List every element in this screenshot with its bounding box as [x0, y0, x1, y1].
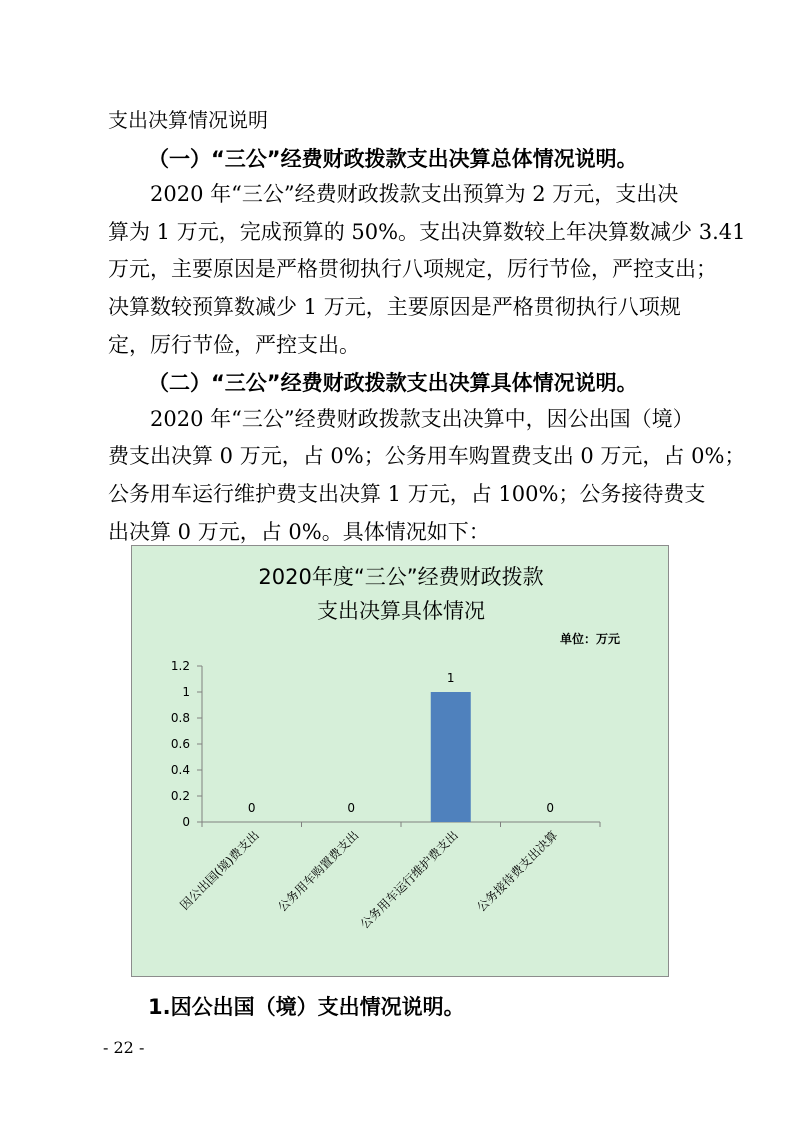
plot-area	[171, 659, 600, 931]
paragraph-line: 2020 年“三公”经费财政拨款支出预算为 2 万元，支出决	[150, 182, 679, 206]
bar	[431, 692, 471, 822]
data-label: 1	[446, 671, 455, 685]
data-label: 0	[247, 801, 256, 815]
subsection-title-detail: （二）“三公”经费财政拨款支出决算具体情况说明。	[148, 371, 638, 395]
chart-title-line-1: 2020年度“三公”经费财政拨款	[258, 565, 544, 589]
paragraph-line: 万元，主要原因是严格贯彻执行八项规定，厉行节俭，严控支出；	[108, 257, 717, 281]
chart-canvas	[132, 546, 670, 978]
paragraph-line: 费支出决算 0 万元，占 0%；公务用车购置费支出 0 万元，占 0%；	[108, 444, 746, 468]
page-number: - 22 -	[103, 1038, 145, 1057]
data-label: 0	[546, 801, 555, 815]
y-tick-label: 1.2	[170, 659, 190, 673]
category-label: 公务用车运行维护费支出	[357, 828, 461, 932]
category-label: 公务用车购置费支出	[275, 828, 362, 915]
category-label: 因公出国(境)费支出	[177, 828, 262, 913]
y-tick-label: 0.6	[170, 737, 190, 751]
paragraph-line: 定，厉行节俭，严控支出。	[108, 333, 360, 357]
y-tick-label: 0	[182, 815, 190, 829]
subsection-title-overseas: 1.因公出国（境）支出情况说明。	[148, 995, 465, 1019]
chart-title-line-2: 支出决算具体情况	[317, 599, 485, 623]
subsection-title-overall: （一）“三公”经费财政拨款支出决算总体情况说明。	[148, 147, 638, 171]
paragraph-line: 出决算 0 万元，占 0%。具体情况如下：	[108, 520, 490, 544]
section-heading: 支出决算情况说明	[108, 108, 268, 132]
y-tick-label: 0.8	[170, 711, 190, 725]
paragraph-line: 决算数较预算数减少 1 万元，主要原因是严格贯彻执行八项规	[108, 295, 681, 319]
paragraph-line: 算为 1 万元，完成预算的 50%。支出决算数较上年决算数减少 3.41	[108, 220, 746, 244]
bar-chart	[131, 545, 669, 977]
y-tick-label: 0.4	[170, 763, 190, 777]
data-label: 0	[347, 801, 356, 815]
paragraph-line: 2020 年“三公”经费财政拨款支出决算中，因公出国（境）	[150, 407, 694, 431]
y-tick-label: 1	[182, 685, 190, 699]
category-label: 公务接待费支出决算	[474, 828, 561, 915]
paragraph-line: 公务用车运行维护费支出决算 1 万元，占 100%；公务接待费支	[108, 482, 706, 506]
unit-label: 单位：万元	[559, 632, 620, 646]
y-tick-label: 0.2	[170, 789, 190, 803]
